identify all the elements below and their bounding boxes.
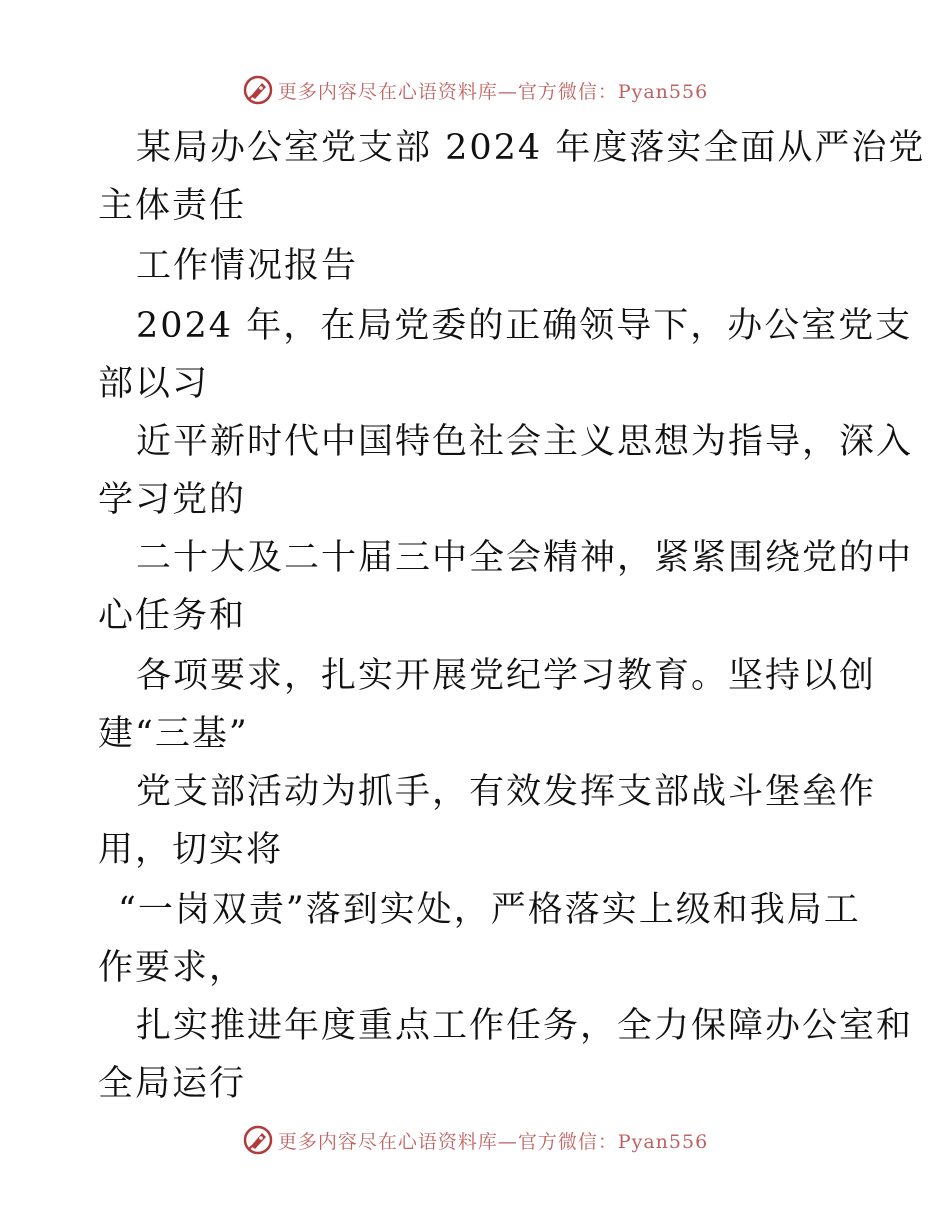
doc-line: 部以习 [98,364,210,404]
header-banner-text: 更多内容尽在心语资料库—官方微信：Pyan556 [277,80,709,103]
doc-line: 扎实推进年度重点工作任务，全力保障办公室和 [136,1006,914,1046]
doc-line: 全局运行 [98,1064,247,1104]
footer-banner-text: 更多内容尽在心语资料库—官方微信：Pyan556 [277,1130,709,1153]
doc-line: “一岗双责”落到实处，严格落实上级和我局工 [118,890,861,930]
doc-line: 党支部活动为抓手，有效发挥支部战斗堡垒作 [136,772,877,812]
doc-line: 工作情况报告 [136,246,359,286]
doc-line: 作要求， [98,948,247,988]
doc-line: 2024 年，在局党委的正确领导下，办公室党支 [136,306,913,346]
doc-line: 用，切实将 [98,830,284,870]
doc-line: 某局办公室党支部 2024 年度落实全面从严治党 [136,128,926,168]
footer-banner [0,1120,950,1160]
doc-line: 主体责任 [98,186,247,226]
doc-line: 心任务和 [98,596,247,636]
pen-nib-logo-icon [242,1124,274,1156]
doc-line: 近平新时代中国特色社会主义思想为指导，深入 [136,422,914,462]
doc-line: 建“三基” [98,714,249,754]
doc-line: 二十大及二十届三中全会精神，紧紧围绕党的中 [136,538,914,578]
doc-line: 学习党的 [98,480,247,520]
doc-line: 各项要求，扎实开展党纪学习教育。坚持以创 [136,656,877,696]
